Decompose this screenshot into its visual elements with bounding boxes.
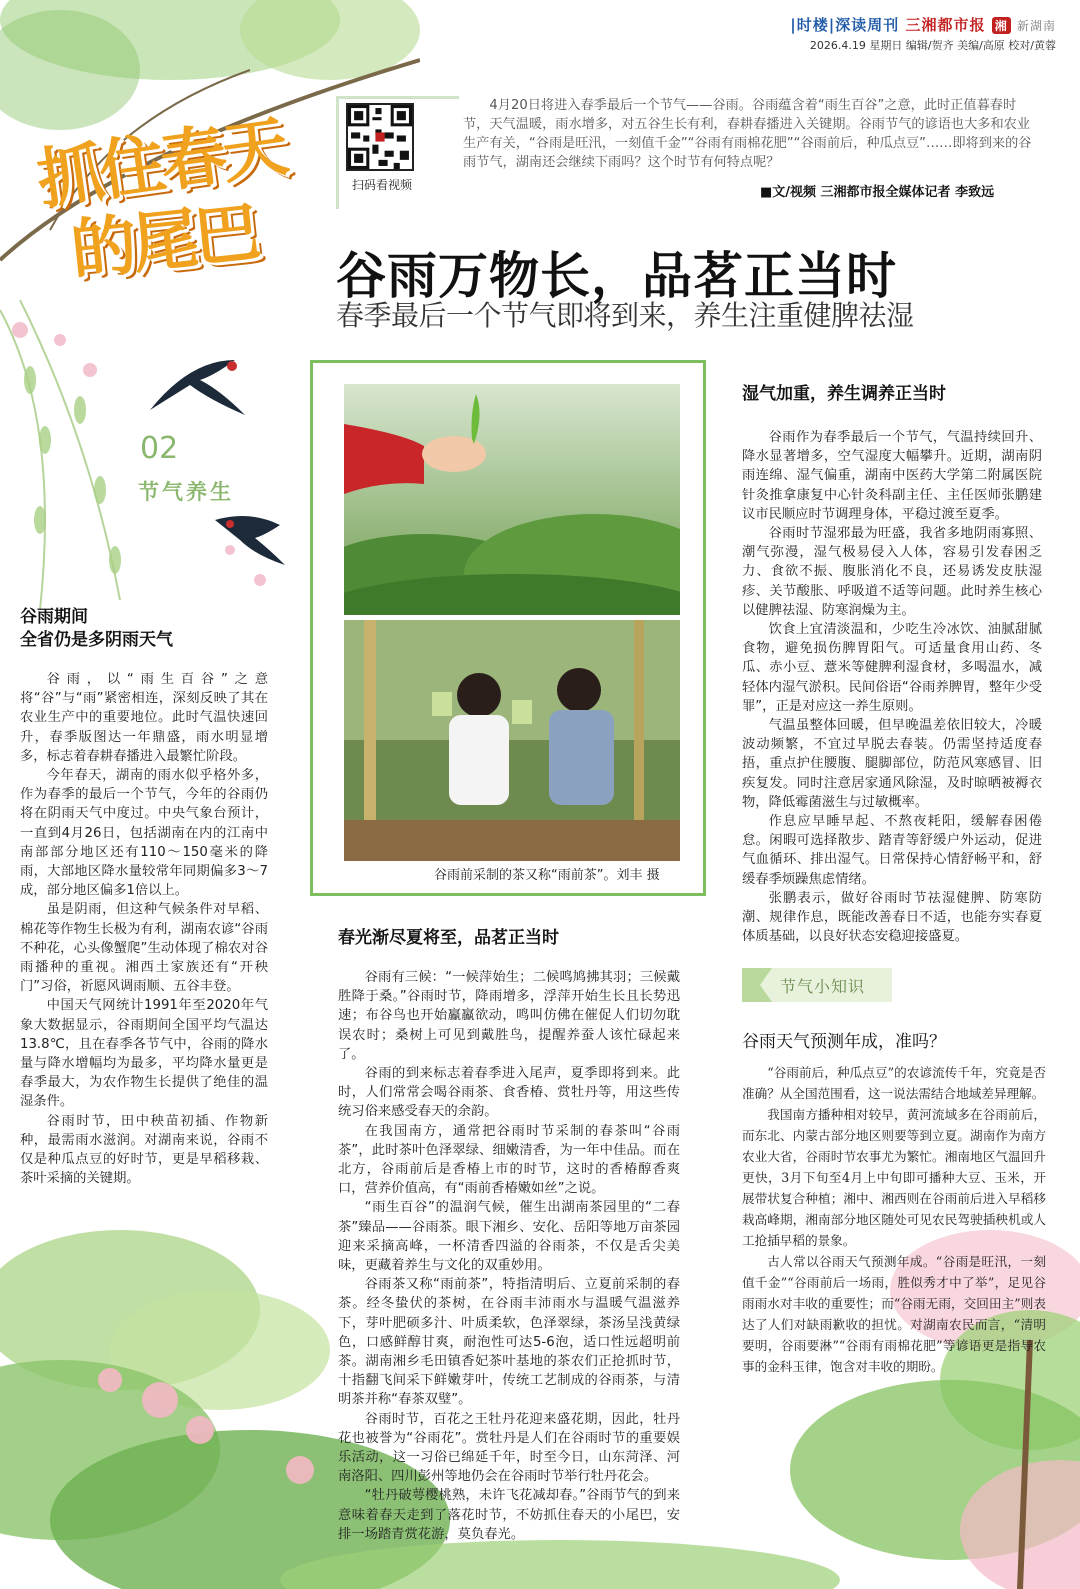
brand-name: 新湖南 <box>1016 19 1056 33</box>
paragraph: 今年春天，湖南的雨水似乎格外多，作为春季的最后一个节气，今年的谷雨仍将在阴雨天气中度过。中央气象台预计，一直到4月26日，包括湖南在内的江南中南部部分地区还有110～150毫米的降雨，大部地区降水量较常年同期偏多3～7成，部分地区偏多1倍以上。 <box>20 768 268 899</box>
photo-caption: 谷雨前采制的茶又称“雨前茶”。刘丰 摄 <box>434 868 660 883</box>
paragraph: 谷雨时节，田中秧苗初插、作物新种，最需雨水滋润。对湖南来说，谷雨不仅是种瓜点豆的好时节，更是早稻移栽、茶叶采摘的关键期。 <box>20 1113 268 1187</box>
paragraph: 在我国南方，通常把谷雨时节采制的春茶叫“谷雨茶”，此时茶叶色泽翠绿、细嫩清香，为一年中佳品。而在北方，谷雨前后是香椿上市的时节，这时的香椿醇香爽口，营养价值高，有“雨前香椿嫩如丝”之说。 <box>338 1123 680 1197</box>
paragraph: “牡丹破萼樱桃熟，未许飞花减却春。”谷雨节气的到来意味着春天走到了落花时节，不妨抓住春天的小尾巴，安排一场踏青赏花游，莫负春光。 <box>338 1488 680 1542</box>
paper-name: 三湘都市报 <box>905 16 986 34</box>
col1-heading-line2: 全省仍是多阴雨天气 <box>20 630 173 650</box>
intro-text: 4月20日将进入春季最后一个节气——谷雨。谷雨蕴含着“雨生百谷”之意，此时正值暮春时节，天气温暖，雨水增多，对五谷生长有利，春耕春播进入关键期。谷雨节气的谚语也大多和农业生产有关，“谷雨是旺汛，一刻值千金”“谷雨有雨棉花肥”“谷雨前后，种瓜点豆”……即将到来的谷雨节气，湖南还会继续下雨吗？这个时节有何特点呢？ <box>463 98 1032 170</box>
section-name: |时楼|深读周刊 <box>790 16 900 34</box>
tea-drinking-photo <box>344 620 680 861</box>
issue-info: 2026.4.19 星期日 编辑/贺齐 美编/高原 校对/黄蓉 <box>809 39 1056 52</box>
swallow-icon <box>210 500 290 570</box>
swallow-icon <box>140 330 250 420</box>
masthead <box>790 14 1056 53</box>
paragraph: 谷雨时节湿邪最为旺盛，我省多地阴雨寡照、潮气弥漫，湿气极易侵入人体，容易引发春困乏力、食欲不振、腹胀消化不良，还易诱发皮肤湿疹、关节酸胀、呼吸道不适等问题。此时养生核心以健脾祛湿、防寒润燥为主。 <box>742 526 1042 618</box>
paragraph: 谷雨，以“雨生百谷”之意将“谷”与“雨”紧密相连，深刻反映了其在农业生产中的重要地位。此时气温快速回升，春季版图达一年鼎盛，雨水明显增多，标志着春耕春播进入最繁忙阶段。 <box>20 672 268 764</box>
col2-heading: 春光渐尽夏将至，品茗正当时 <box>338 928 559 948</box>
qr-code-icon[interactable] <box>346 103 414 171</box>
section-number: 02 <box>140 431 179 466</box>
paragraph: 饮食上宜清淡温和，少吃生冷冰饮、油腻甜腻食物，避免损伤脾胃阳气。可适量食用山药、冬瓜、赤小豆、薏米等健脾利湿食材，多喝温水，减轻体内湿气淤积。民间俗语“谷雨养脾胃，整年少受罪”，正是对应这一养生原则。 <box>742 622 1042 714</box>
paragraph: 谷雨有三候：“一候萍始生；二候鸣鸠拂其羽；三候戴胜降于桑。”谷雨时节，降雨增多，浮萍开始生长且长势迅速；布谷鸟也开始鸁鸁欲动，鸣叫仿佛在催促人们切勿耽误农时；桑树上可见到戴胜鸟，提醒养蚕人该忙碌起来了。 <box>338 970 680 1062</box>
paragraph: 张鹏表示，做好谷雨时节祛湿健脾、防寒防潮、规律作息，既能改善春日不适，也能夯实春夏体质基础，以良好状态安稳迎接盛夏。 <box>742 890 1042 945</box>
paragraph: 虽是阴雨，但这种气候条件对早稻、棉花等作物生长极为有利，湖南农谚“谷雨不种花，心头像蟹爬”生动体现了棉农对谷雨播种的重视。湘西土家族还有“开秧门”习俗，祈愿风调雨顺、五谷丰登。 <box>20 902 268 995</box>
paragraph: 气温虽整体回暖，但早晚温差依旧较大，冷暖波动频繁，不宜过早脱去春装。仍需坚持适度春捂，重点护住腰腹、腿脚部位，防范风寒感冒、旧疾复发。同时注意居家通风除湿，及时晾晒被褥衣物，降低霉菌滋生与过敏概率。 <box>742 718 1042 810</box>
feature-title-line2: 的尾巴 <box>67 192 261 290</box>
paragraph: 谷雨作为春季最后一个节气，气温持续回升、降水显著增多，空气湿度大幅攀升。近期，湖南阴雨连绵、湿气偏重，湖南中医药大学第二附属医院针灸推拿康复中心针灸科副主任、主任医师张鹏建议市民顺应时节调理身体，平稳过渡至夏季。 <box>742 430 1042 522</box>
seal-badge: 湘 <box>992 17 1011 34</box>
headline: 谷雨万物长，品茗正当时 <box>336 247 897 305</box>
paragraph: “谷雨前后，种瓜点豆”的农谚流传千年，究竟是否准确？从全国范围看，这一说法需结合地域差异理解。 <box>742 1065 1046 1101</box>
paragraph: 中国天气网统计1991年至2020年气象大数据显示，谷雨期间全国平均气温达13.8℃，且在春季各节气中，谷雨的降水量与降水增幅均为最多，平均降水量更是春季最大，为农作物生长提供了绝佳的温湿条件。 <box>20 998 268 1110</box>
paragraph: 我国南方播种相对较早，黄河流域多在谷雨前后，而东北、内蒙古部分地区则要等到立夏。湖南作为南方农业大省，谷雨时节农事尤为繁忙。湘南地区气温回升更快，3月下旬至4月上中旬即可播种大豆、玉米，开展带状复合种植；湘中、湘西则在谷雨前后进入早稻移栽高峰期，湘南部分地区随处可见农民驾驶插秧机或人工抢插早稻的景象。 <box>742 1107 1046 1248</box>
knowledge-heading: 谷雨天气预测年成，准吗？ <box>742 1032 946 1052</box>
section-tag: 节气养生 <box>138 480 234 504</box>
col3-body <box>742 428 1042 946</box>
feature-title-line1: 抓住春天 <box>32 107 289 219</box>
paragraph: 作息应早睡早起、不熬夜耗阳，缓解春困倦怠。闲暇可选择散步、踏青等舒缓户外运动，促进气血循环、排出湿气。日常保持心情舒畅平和，舒缓春季烦躁焦虑情绪。 <box>742 814 1042 887</box>
paragraph: 古人常以谷雨天气预测年成。“谷雨是旺汛，一刻值千金”“谷雨前后一场雨，胜似秀才中了举”，足见谷雨雨水对丰收的重要性；而“谷雨无雨，交回田主”则表达了人们对缺雨歉收的担忧。对湖南农民而言，“清明要明，谷雨要淋”“谷雨有雨棉花肥”等谚语更是指导农事的金科玉律，饱含对丰收的期盼。 <box>742 1254 1046 1374</box>
paragraph: 谷雨茶又称“雨前茶”，特指清明后、立夏前采制的春茶。经冬蛰伏的茶树，在谷雨丰沛雨水与温暖气温滋养下，芽叶肥硕多汁、叶质柔软，色泽翠绿，茶汤呈浅黄绿色，口感鲜醇甘爽，耐泡性可达5-6泡，适口性远超明前茶。湖南湘乡毛田镇香妃茶叶基地的茶农们正抢抓时节，十指翻飞间采下鲜嫩芽叶，传统工艺制成的谷雨茶，与清明茶并称“春茶双璧”。 <box>338 1277 680 1408</box>
byline: ■文/视频 三湘都市报全媒体记者 李致远 <box>760 185 995 200</box>
col2-body <box>338 968 680 1544</box>
subheadline: 春季最后一个节气即将到来，养生注重健脾祛湿 <box>336 299 914 332</box>
knowledge-body <box>742 1062 1046 1377</box>
paragraph: “雨生百谷”的温润气候，催生出湖南茶园里的“二春茶”臻品——谷雨茶。眼下湘乡、安化、岳阳等地万亩茶园迎来采摘高峰，一杯清香四溢的谷雨茶，不仅是舌尖美味，更藏着养生与文化的双重妙用。 <box>338 1200 680 1274</box>
col1-heading <box>20 606 173 652</box>
col3-heading: 湿气加重，养生调养正当时 <box>742 384 946 404</box>
knowledge-tag: 节气小知识 <box>780 977 866 996</box>
paragraph: 谷雨时节，百花之王牡丹花迎来盛花期，因此，牡丹花也被誉为“谷雨花”。赏牡丹是人们在谷雨时节的重要娱乐活动，这一习俗已绵延千年，时至今日，山东菏泽、河南洛阳、四川彭州等地仍会在谷雨时节举行牡丹花会。 <box>338 1411 680 1485</box>
col1-heading-line1: 谷雨期间 <box>20 607 88 627</box>
tea-picking-photo <box>344 384 680 615</box>
col1-body <box>20 670 268 1188</box>
paragraph: 谷雨的到来标志着春季进入尾声，夏季即将到来。此时，人们常常会喝谷雨茶、食香椿、赏牡丹等，用这些传统习俗来感受春天的余韵。 <box>338 1066 680 1120</box>
qr-caption: 扫码看视频 <box>351 178 412 192</box>
